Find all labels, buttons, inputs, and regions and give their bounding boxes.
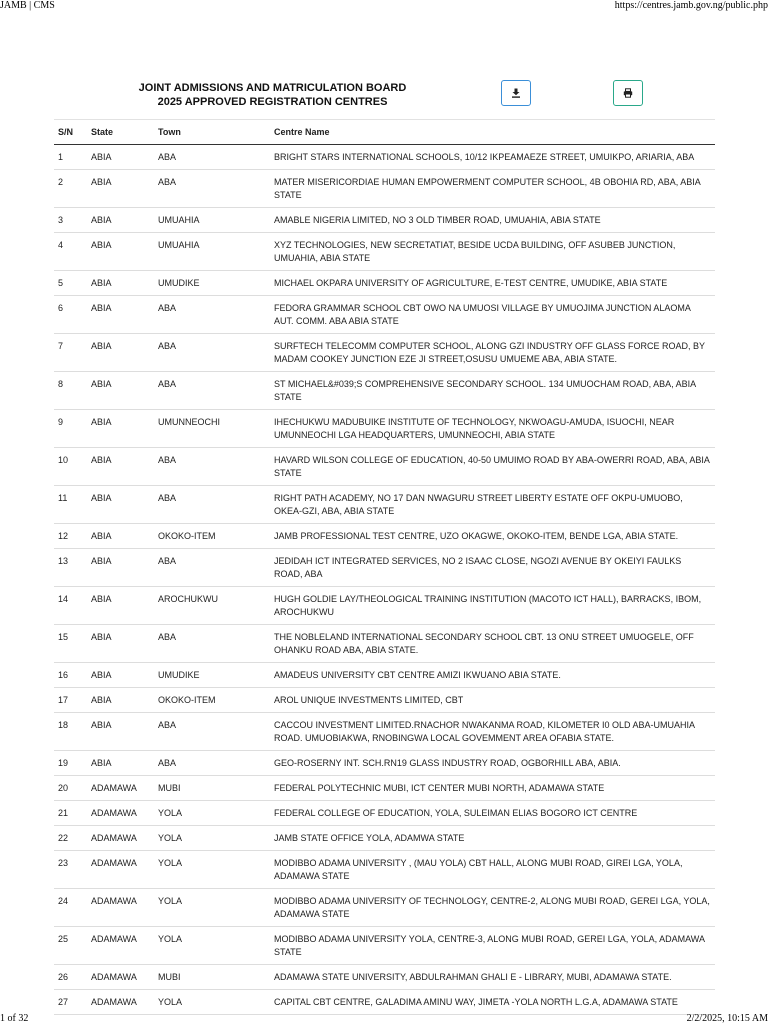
cell-centre-name: RIGHT PATH ACADEMY, NO 17 DAN NWAGURU STREET LIBERTY ESTATE OFF OKPU-UMUOBO, OKEA-GZI, ABA, ABIA STATE xyxy=(270,486,715,524)
download-icon xyxy=(511,88,521,98)
print-header-title: JAMB | CMS xyxy=(0,0,55,11)
cell-sn: 12 xyxy=(54,524,87,549)
cell-town: UMUNNEOCHI xyxy=(154,410,270,448)
cell-state: ADAMAWA xyxy=(87,776,154,801)
page-title-line1: JOINT ADMISSIONS AND MATRICULATION BOARD xyxy=(138,82,407,94)
table-row xyxy=(54,448,715,486)
cell-town: ABA xyxy=(154,549,270,587)
cell-sn: 24 xyxy=(54,889,87,927)
cell-town: ABA xyxy=(154,145,270,170)
download-button[interactable] xyxy=(501,80,531,106)
table-row xyxy=(54,688,715,713)
cell-centre-name: HUGH GOLDIE LAY/THEOLOGICAL TRAINING INSTITUTION (MACOTO ICT HALL), BARRACKS, IBOM, AROCHUKWU xyxy=(270,587,715,625)
cell-state: ABIA xyxy=(87,524,154,549)
cell-centre-name: FEDERAL POLYTECHNIC MUBI, ICT CENTER MUBI NORTH, ADAMAWA STATE xyxy=(270,776,715,801)
centres-table xyxy=(54,119,715,1015)
cell-centre-name: MODIBBO ADAMA UNIVERSITY YOLA, CENTRE-3, ALONG MUBI ROAD, GEREI LGA, YOLA, ADAMAWA STATE xyxy=(270,927,715,965)
cell-town: YOLA xyxy=(154,826,270,851)
cell-state: ABIA xyxy=(87,713,154,751)
cell-town: ABA xyxy=(154,372,270,410)
table-row xyxy=(54,271,715,296)
cell-town: ABA xyxy=(154,448,270,486)
table-row xyxy=(54,625,715,663)
cell-state: ABIA xyxy=(87,751,154,776)
cell-centre-name: FEDERAL COLLEGE OF EDUCATION, YOLA, SULEIMAN ELIAS BOGORO ICT CENTRE xyxy=(270,801,715,826)
cell-state: ABIA xyxy=(87,208,154,233)
cell-town: UMUDIKE xyxy=(154,271,270,296)
print-footer xyxy=(0,1012,768,1024)
cell-sn: 6 xyxy=(54,296,87,334)
cell-centre-name: IHECHUKWU MADUBUIKE INSTITUTE OF TECHNOLOGY, NKWOAGU-AMUDA, ISUOCHI, NEAR UMUNNEOCHI LGA HEADQUARTERS, UMUNNEOCHI, ABIA STATE xyxy=(270,410,715,448)
cell-centre-name: MODIBBO ADAMA UNIVERSITY OF TECHNOLOGY, CENTRE-2, ALONG MUBI ROAD, GEREI LGA, YOLA, ADAMAWA STATE xyxy=(270,889,715,927)
cell-state: ADAMAWA xyxy=(87,826,154,851)
table-row xyxy=(54,927,715,965)
cell-sn: 14 xyxy=(54,587,87,625)
table-row xyxy=(54,801,715,826)
table-row xyxy=(54,145,715,170)
table-row xyxy=(54,713,715,751)
column-header-centre-name: Centre Name xyxy=(270,120,715,145)
cell-state: ABIA xyxy=(87,334,154,372)
print-icon xyxy=(623,88,633,98)
cell-state: ADAMAWA xyxy=(87,801,154,826)
cell-state: ABIA xyxy=(87,625,154,663)
cell-sn: 26 xyxy=(54,965,87,990)
table-row xyxy=(54,296,715,334)
cell-state: ABIA xyxy=(87,233,154,271)
cell-state: ABIA xyxy=(87,486,154,524)
table-header-row xyxy=(54,120,715,145)
cell-centre-name: ADAMAWA STATE UNIVERSITY, ABDULRAHMAN GHALI E - LIBRARY, MUBI, ADAMAWA STATE. xyxy=(270,965,715,990)
cell-sn: 7 xyxy=(54,334,87,372)
cell-sn: 21 xyxy=(54,801,87,826)
cell-centre-name: AROL UNIQUE INVESTMENTS LIMITED, CBT xyxy=(270,688,715,713)
cell-town: OKOKO-ITEM xyxy=(154,688,270,713)
table-row xyxy=(54,663,715,688)
cell-sn: 9 xyxy=(54,410,87,448)
cell-town: YOLA xyxy=(154,801,270,826)
cell-town: MUBI xyxy=(154,776,270,801)
page-number: 1 of 32 xyxy=(0,1013,29,1024)
cell-sn: 1 xyxy=(54,145,87,170)
table-row xyxy=(54,826,715,851)
cell-sn: 25 xyxy=(54,927,87,965)
cell-town: MUBI xyxy=(154,965,270,990)
cell-town: UMUAHIA xyxy=(154,233,270,271)
table-row xyxy=(54,549,715,587)
cell-state: ABIA xyxy=(87,145,154,170)
table-row xyxy=(54,372,715,410)
cell-town: AROCHUKWU xyxy=(154,587,270,625)
cell-centre-name: THE NOBLELAND INTERNATIONAL SECONDARY SCHOOL CBT. 13 ONU STREET UMUOGELE, OFF OHANKU ROAD ABA, ABIA STATE. xyxy=(270,625,715,663)
cell-sn: 23 xyxy=(54,851,87,889)
cell-state: ABIA xyxy=(87,587,154,625)
table-row xyxy=(54,776,715,801)
table-row xyxy=(54,233,715,271)
cell-state: ADAMAWA xyxy=(87,927,154,965)
table-row xyxy=(54,524,715,549)
print-datetime: 2/2/2025, 10:15 AM xyxy=(686,1013,768,1024)
cell-state: ABIA xyxy=(87,410,154,448)
cell-sn: 2 xyxy=(54,170,87,208)
cell-sn: 8 xyxy=(54,372,87,410)
cell-centre-name: AMABLE NIGERIA LIMITED, NO 3 OLD TIMBER ROAD, UMUAHIA, ABIA STATE xyxy=(270,208,715,233)
column-header-town: Town xyxy=(154,120,270,145)
cell-state: ABIA xyxy=(87,663,154,688)
cell-sn: 18 xyxy=(54,713,87,751)
cell-sn: 22 xyxy=(54,826,87,851)
cell-centre-name: FEDORA GRAMMAR SCHOOL CBT OWO NA UMUOSI VILLAGE BY UMUOJIMA JUNCTION ALAOMA AUT. COMM. ABA ABIA STATE xyxy=(270,296,715,334)
cell-state: ABIA xyxy=(87,271,154,296)
cell-centre-name: JAMB STATE OFFICE YOLA, ADAMWA STATE xyxy=(270,826,715,851)
table-row xyxy=(54,334,715,372)
cell-town: YOLA xyxy=(154,990,270,1015)
table-row xyxy=(54,410,715,448)
cell-sn: 13 xyxy=(54,549,87,587)
cell-state: ABIA xyxy=(87,549,154,587)
cell-state: ADAMAWA xyxy=(87,990,154,1015)
cell-centre-name: MICHAEL OKPARA UNIVERSITY OF AGRICULTURE, E-TEST CENTRE, UMUDIKE, ABIA STATE xyxy=(270,271,715,296)
page-title xyxy=(110,81,435,109)
cell-centre-name: AMADEUS UNIVERSITY CBT CENTRE AMIZI IKWUANO ABIA STATE. xyxy=(270,663,715,688)
cell-town: ABA xyxy=(154,713,270,751)
cell-centre-name: SURFTECH TELECOMM COMPUTER SCHOOL, ALONG GZI INDUSTRY OFF GLASS FORCE ROAD, BY MADAM COOKEY JUNCTION EZE JI STREET,OSUSU UMUEME ABA, ABIA STATE. xyxy=(270,334,715,372)
cell-state: ABIA xyxy=(87,296,154,334)
cell-sn: 5 xyxy=(54,271,87,296)
table-row xyxy=(54,990,715,1015)
cell-town: OKOKO-ITEM xyxy=(154,524,270,549)
cell-sn: 27 xyxy=(54,990,87,1015)
cell-sn: 17 xyxy=(54,688,87,713)
cell-sn: 3 xyxy=(54,208,87,233)
cell-centre-name: HAVARD WILSON COLLEGE OF EDUCATION, 40-50 UMUIMO ROAD BY ABA-OWERRI ROAD, ABA, ABIA STATE xyxy=(270,448,715,486)
cell-town: UMUAHIA xyxy=(154,208,270,233)
cell-town: ABA xyxy=(154,296,270,334)
print-header-url: https://centres.jamb.gov.ng/public.php xyxy=(614,0,768,11)
cell-sn: 11 xyxy=(54,486,87,524)
cell-centre-name: ST MICHAEL&#039;S COMPREHENSIVE SECONDARY SCHOOL. 134 UMUOCHAM ROAD, ABA, ABIA STATE xyxy=(270,372,715,410)
table-body xyxy=(54,145,715,1015)
cell-town: ABA xyxy=(154,334,270,372)
cell-centre-name: MODIBBO ADAMA UNIVERSITY , (MAU YOLA) CBT HALL, ALONG MUBI ROAD, GIREI LGA, YOLA, ADAMAWA STATE xyxy=(270,851,715,889)
table-row xyxy=(54,486,715,524)
cell-state: ABIA xyxy=(87,372,154,410)
cell-town: YOLA xyxy=(154,927,270,965)
cell-sn: 16 xyxy=(54,663,87,688)
table-row xyxy=(54,751,715,776)
cell-state: ABIA xyxy=(87,688,154,713)
cell-state: ADAMAWA xyxy=(87,851,154,889)
cell-state: ADAMAWA xyxy=(87,889,154,927)
cell-state: ABIA xyxy=(87,448,154,486)
cell-centre-name: MATER MISERICORDIAE HUMAN EMPOWERMENT COMPUTER SCHOOL, 4B OBOHIA RD, ABA, ABIA STATE xyxy=(270,170,715,208)
cell-centre-name: GEO-ROSERNY INT. SCH.RN19 GLASS INDUSTRY ROAD, OGBORHILL ABA, ABIA. xyxy=(270,751,715,776)
cell-centre-name: BRIGHT STARS INTERNATIONAL SCHOOLS, 10/12 IKPEAMAEZE STREET, UMUIKPO, ARIARIA, ABA xyxy=(270,145,715,170)
cell-centre-name: XYZ TECHNOLOGIES, NEW SECRETATIAT, BESIDE UCDA BUILDING, OFF ASUBEB JUNCTION, UMUAHIA, ABIA STATE xyxy=(270,233,715,271)
cell-sn: 10 xyxy=(54,448,87,486)
cell-town: UMUDIKE xyxy=(154,663,270,688)
cell-centre-name: CACCOU INVESTMENT LIMITED.RNACHOR NWAKANMA ROAD, KILOMETER I0 OLD ABA-UMUAHIA ROAD. UMUOBIAKWA, RNOBINGWA LOCAL GOVEMMENT AREA OFABIA STATE. xyxy=(270,713,715,751)
print-header xyxy=(0,0,768,12)
table-row xyxy=(54,889,715,927)
cell-town: YOLA xyxy=(154,889,270,927)
cell-sn: 15 xyxy=(54,625,87,663)
cell-centre-name: JEDIDAH ICT INTEGRATED SERVICES, NO 2 ISAAC CLOSE, NGOZI AVENUE BY OKEIYI FAULKS ROAD, ABA xyxy=(270,549,715,587)
cell-sn: 19 xyxy=(54,751,87,776)
cell-town: YOLA xyxy=(154,851,270,889)
cell-state: ABIA xyxy=(87,170,154,208)
column-header-state: State xyxy=(87,120,154,145)
cell-town: ABA xyxy=(154,170,270,208)
table-row xyxy=(54,170,715,208)
print-button[interactable] xyxy=(613,80,643,106)
column-header-sn: S/N xyxy=(54,120,87,145)
cell-centre-name: CAPITAL CBT CENTRE, GALADIMA AMINU WAY, JIMETA -YOLA NORTH L.G.A, ADAMAWA STATE xyxy=(270,990,715,1015)
cell-centre-name: JAMB PROFESSIONAL TEST CENTRE, UZO OKAGWE, OKOKO-ITEM, BENDE LGA, ABIA STATE. xyxy=(270,524,715,549)
cell-state: ADAMAWA xyxy=(87,965,154,990)
table-row xyxy=(54,965,715,990)
cell-town: ABA xyxy=(154,751,270,776)
cell-town: ABA xyxy=(154,625,270,663)
page-title-line2: 2025 APPROVED REGISTRATION CENTRES xyxy=(157,96,388,108)
cell-town: ABA xyxy=(154,486,270,524)
table-row xyxy=(54,851,715,889)
table-row xyxy=(54,208,715,233)
table-row xyxy=(54,587,715,625)
cell-sn: 20 xyxy=(54,776,87,801)
cell-sn: 4 xyxy=(54,233,87,271)
